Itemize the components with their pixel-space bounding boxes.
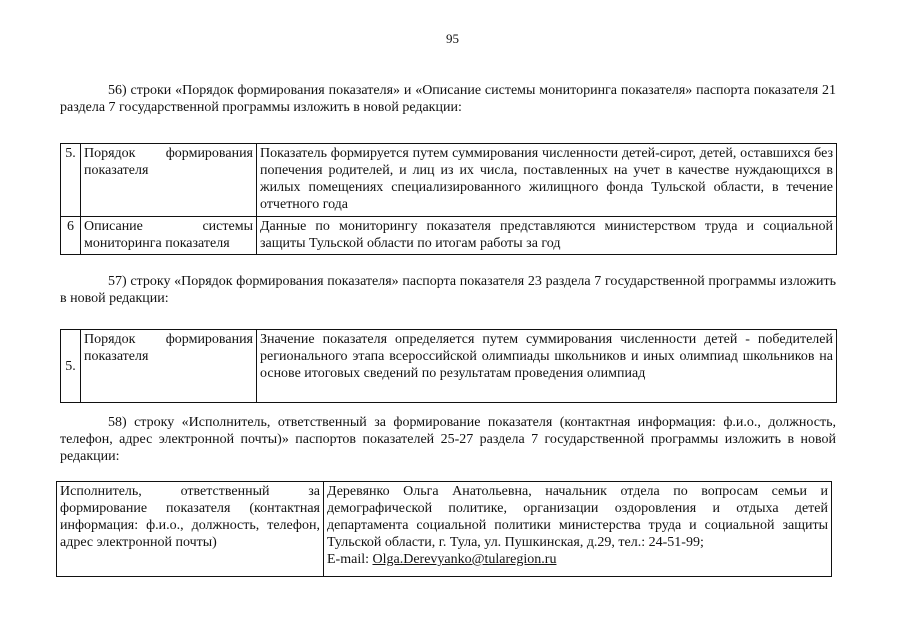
item-58-text: 58) строку «Исполнитель, ответственный за формирование показателя (контактная информация: ф.и.о., должность, телефон, адрес электронной почты)» паспортов показателей 25-27 раздела 7 государственной программы изложить в новой редакции: [60,415,836,464]
item-58-paragraph [60,414,836,465]
page-number: 95 [446,31,459,46]
row-value-cell [324,482,832,577]
item-58-table [56,481,832,577]
row-value: Показатель формируется путем суммирования численности детей-сирот, детей, оставшихся без попечения родителей, и лиц из их числа, поставленных на учет в качестве нуждающихся в жилых помещениях специализированного жилищного фонда Тульской области, в течение отчетного года [257,144,837,217]
email-link[interactable]: Olga.Derevyanko@tularegion.ru [372,552,557,567]
row-name: Описание системы мониторинга показателя [81,217,257,255]
row-number: 6 [61,217,81,255]
table-row [61,330,837,403]
table-row [61,144,837,217]
item-56-paragraph [60,82,836,116]
item-56-text: 56) строки «Порядок формирования показателя» и «Описание системы мониторинга показателя» паспорта показателя 21 раздела 7 государственной программы изложить в новой редакции: [60,83,836,115]
row-name: Порядок формирования показателя [81,144,257,217]
item-57-paragraph [60,273,836,307]
item-57-text: 57) строку «Порядок формирования показателя» паспорта показателя 23 раздела 7 государственной программы изложить в новой редакции: [60,274,836,306]
item-56-table [60,143,837,255]
row-name: Исполнитель, ответственный за формирование показателя (контактная информация: ф.и.о., должность, телефон, адрес электронной почты) [57,482,324,577]
item-57-table [60,329,837,403]
table-row [61,217,837,255]
row-name: Порядок формирования показателя [81,330,257,403]
row-value: Данные по мониторингу показателя представляются министерством труда и социальной защиты Тульской области по итогам работы за год [257,217,837,255]
row-number: 5. [61,330,81,403]
row-number: 5. [61,144,81,217]
table-row [57,482,832,577]
email-label: E-mail: [327,552,373,567]
row-value: Значение показателя определяется путем суммирования численности детей - победителей регионального этапа всероссийской олимпиады школьников и иных олимпиад школьников на основе итоговых сведений по результатам проведения олимпиад [257,330,837,403]
row-value: Деревянко Ольга Анатольевна, начальник отдела по вопросам семьи и демографической политике, организации оздоровления и отдыха детей департамента социальной политики министерства труда и социальной защиты Тульской области, г. Тула, ул. Пушкинская, д.29, тел.: 24-51-99; [327,484,828,550]
